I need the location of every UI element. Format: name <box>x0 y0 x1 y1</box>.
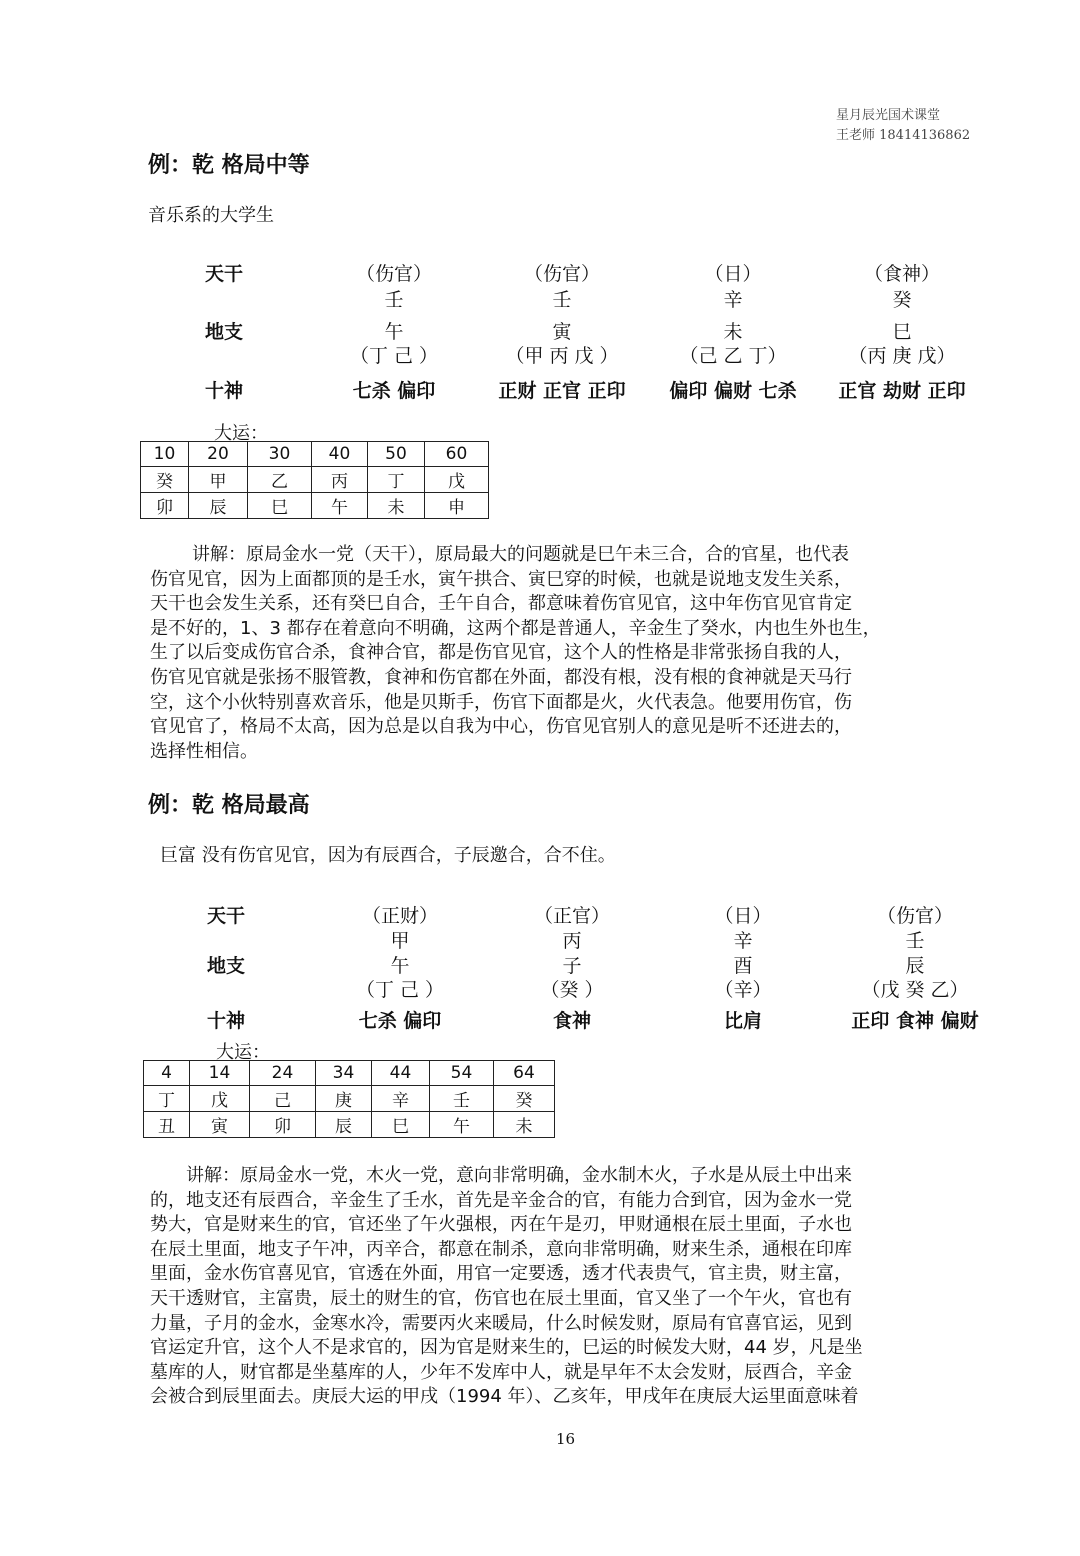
dayun-cell: 癸 <box>141 467 189 493</box>
dayun-branches-row <box>144 1112 555 1138</box>
pillar-branch: 午 <box>390 955 410 977</box>
dayun-branches-row <box>141 493 489 519</box>
example2-explanation <box>150 1164 980 1410</box>
dayun-cell: 申 <box>425 493 489 519</box>
explanation-line: 讲解：原局金水一党（天干），原局最大的问题就是巳午未三合，合的官星，也代表 <box>192 544 849 565</box>
dayun-cell: 未 <box>494 1112 555 1138</box>
pillar-ten-gods: 正印 食神 偏财 <box>851 1010 979 1032</box>
label-tiangan: 天干 <box>205 263 244 285</box>
pillar-branch: 酉 <box>733 955 753 977</box>
explanation-line: 在辰土里面，地支子午冲，丙辛合，都意在制杀，意向非常明确，财来生杀，通根在印库 <box>150 1238 852 1260</box>
explanation-line: 官见官了，格局不太高，因为总是以自我为中心，伤官见官别人的意见是听不还进去的， <box>150 716 852 738</box>
dayun-cell: 未 <box>368 493 425 519</box>
dayun-cell: 50 <box>368 442 425 467</box>
dayun-ages-row <box>144 1061 555 1086</box>
pillar-branch: 子 <box>562 955 582 977</box>
dayun-cell: 辰 <box>316 1112 372 1138</box>
dayun-stems-row <box>144 1086 555 1112</box>
explanation-line: 生了以后变成伤官合杀，食神合官，都是伤官见官，这个人的性格是非常张扬自我的人， <box>150 642 852 664</box>
pillar-stem: 壬 <box>905 930 925 952</box>
stamp-line2: 王老师 18414136862 <box>836 128 971 143</box>
pillar-hidden-stems: （丁 己 ） <box>355 979 445 1001</box>
dayun-cell: 甲 <box>189 467 248 493</box>
dayun-cell: 30 <box>248 442 312 467</box>
pillar-stem: 癸 <box>892 289 912 311</box>
dayun-table <box>140 441 489 519</box>
dayun-cell: 丁 <box>144 1086 190 1112</box>
pillar-stem: 壬 <box>552 289 572 311</box>
pillar-hidden-stems: （辛） <box>714 979 772 1001</box>
dayun-cell: 己 <box>250 1086 316 1112</box>
dayun-cell: 戊 <box>190 1086 250 1112</box>
explanation-line: 是不好的，1、3 都存在着意向不明确，这两个都是普通人，辛金生了癸水，内也生外也生， <box>150 617 881 639</box>
label-tiangan: 天干 <box>207 905 246 927</box>
pillar-stem: 辛 <box>723 289 743 311</box>
pillar-ten-gods: 七杀 偏印 <box>352 380 436 402</box>
dayun-cell: 辰 <box>189 493 248 519</box>
pillar-branch: 未 <box>723 321 743 343</box>
dayun-cell: 丁 <box>368 467 425 493</box>
explanation-line: 伤官见官，因为上面都顶的是壬水，寅午拱合、寅巳穿的时候，也就是说地支发生关系， <box>150 568 852 590</box>
pillar-ten-gods: 偏印 偏财 七杀 <box>669 380 797 402</box>
pillar-role: （伤官） <box>876 905 954 927</box>
dayun-ages-row <box>141 442 489 467</box>
pillar-ten-gods: 比肩 <box>723 1010 763 1032</box>
pillar-role: （日） <box>714 905 772 927</box>
pillar-role: （正官） <box>533 905 611 927</box>
example1-title: 例：乾 格局中等 <box>148 153 310 178</box>
dayun-cell: 卯 <box>250 1112 316 1138</box>
explanation-line: 势大，官是财来生的官，官还坐了午火强根，丙在午是刃，甲财通根在辰土里面，子水也 <box>150 1214 852 1236</box>
pillar-hidden-stems: （己 乙 丁） <box>679 345 787 367</box>
pillar-role: （伤官） <box>355 263 433 285</box>
explanation-line: 里面，金水伤官喜见官，官透在外面，用官一定要透，透才代表贵气，官主贵，财主富， <box>150 1263 852 1285</box>
explanation-line: 会被合到辰里面去。庚辰大运的甲戌（1994 年）、乙亥年，甲戌年在庚辰大运里面意味着 <box>150 1386 859 1408</box>
dayun-cell: 44 <box>372 1061 430 1086</box>
pillar-ten-gods: 正财 正官 正印 <box>498 380 626 402</box>
dayun-table <box>143 1060 555 1138</box>
dayun-cell: 巳 <box>372 1112 430 1138</box>
dayun-cell: 丑 <box>144 1112 190 1138</box>
dayun-cell: 寅 <box>190 1112 250 1138</box>
explanation-line: 伤官见官就是张扬不服管教，食神和伤官都在外面，都没有根，没有根的食神就是天马行 <box>150 666 852 688</box>
label-dizhi: 地支 <box>207 955 246 977</box>
dayun-cell: 辛 <box>372 1086 430 1112</box>
explanation-line: 讲解：原局金水一党，木火一党，意向非常明确，金水制木火，子水是从辰土中出来 <box>186 1165 852 1186</box>
dayun-stems-row <box>141 467 489 493</box>
pillar-stem: 辛 <box>733 930 753 952</box>
dayun-cell: 24 <box>250 1061 316 1086</box>
explanation-line: 天干透财官，主富贵，辰土的财生的官，伤官也在辰土里面，官又坐了一个午火，官也有 <box>150 1287 852 1309</box>
label-shishen: 十神 <box>205 380 244 402</box>
dayun-cell: 34 <box>316 1061 372 1086</box>
dayun-cell: 丙 <box>312 467 368 493</box>
dayun-cell: 54 <box>430 1061 494 1086</box>
pillar-role: （伤官） <box>523 263 601 285</box>
dayun-label: 大运： <box>214 423 268 444</box>
dayun-cell: 午 <box>312 493 368 519</box>
explanation-line: 天干也会发生关系，还有癸巳自合，壬午自合，都意味着伤官见官，这中年伤官见官肯定 <box>150 593 852 615</box>
dayun-cell: 巳 <box>248 493 312 519</box>
pillar-branch: 午 <box>384 321 404 343</box>
example1-explanation <box>150 543 980 764</box>
explanation-line: 力量，子月的金水，金寒水冷，需要丙火来暖局，什么时候发财，原局有官喜官运，见到 <box>150 1312 852 1334</box>
label-dizhi: 地支 <box>205 321 244 343</box>
dayun-cell: 10 <box>141 442 189 467</box>
example1-subtitle: 音乐系的大学生 <box>148 205 274 226</box>
pillar-branch: 巳 <box>892 321 912 343</box>
dayun-cell: 40 <box>312 442 368 467</box>
example2-subtitle: 巨富 没有伤官见官，因为有辰酉合，子辰邀合，合不住。 <box>160 845 616 866</box>
example2-title: 例：乾 格局最高 <box>148 793 310 818</box>
pillar-stem: 丙 <box>562 930 582 952</box>
pillar-hidden-stems: （甲 丙 戊 ） <box>505 345 619 367</box>
dayun-cell: 4 <box>144 1061 190 1086</box>
dayun-cell: 14 <box>190 1061 250 1086</box>
pillar-stem: 壬 <box>384 289 404 311</box>
dayun-cell: 午 <box>430 1112 494 1138</box>
dayun-cell: 64 <box>494 1061 555 1086</box>
stamp-line1: 星月辰光国术课堂 <box>836 108 941 123</box>
pillar-role: （食神） <box>863 263 941 285</box>
dayun-cell: 戊 <box>425 467 489 493</box>
pillar-role: （日） <box>704 263 762 285</box>
pillar-branch: 寅 <box>552 321 572 343</box>
pillar-hidden-stems: （戊 癸 乙） <box>861 979 969 1001</box>
dayun-cell: 庚 <box>316 1086 372 1112</box>
dayun-cell: 20 <box>189 442 248 467</box>
explanation-line: 的，地支还有辰酉合，辛金生了壬水，首先是辛金合的官，有能力合到官，因为金水一党 <box>150 1189 852 1211</box>
pillar-branch: 辰 <box>905 955 925 977</box>
explanation-line: 官运定升官，这个人不是求官的，因为官是财来生的，巳运的时候发大财，44 岁，凡是坐 <box>150 1337 863 1359</box>
explanation-line: 墓库的人，财官都是坐墓库的人，少年不发库中人，就是早年不太会发财，辰酉合，辛金 <box>150 1361 852 1383</box>
pillar-role: （正财） <box>361 905 439 927</box>
pillar-stem: 甲 <box>390 930 410 952</box>
dayun-label: 大运： <box>216 1042 270 1063</box>
explanation-line: 选择性相信。 <box>150 740 258 762</box>
pillar-hidden-stems: （丁 己 ） <box>349 345 439 367</box>
dayun-cell: 60 <box>425 442 489 467</box>
pillar-hidden-stems: （癸 ） <box>540 979 604 1001</box>
dayun-cell: 壬 <box>430 1086 494 1112</box>
pillar-ten-gods: 七杀 偏印 <box>358 1010 442 1032</box>
page-number: 16 <box>556 1430 576 1448</box>
dayun-cell: 乙 <box>248 467 312 493</box>
dayun-cell: 卯 <box>141 493 189 519</box>
dayun-cell: 癸 <box>494 1086 555 1112</box>
pillar-ten-gods: 正官 劫财 正印 <box>838 380 966 402</box>
label-shishen: 十神 <box>207 1010 246 1032</box>
pillar-hidden-stems: （丙 庚 戊） <box>848 345 956 367</box>
explanation-line: 空，这个小伙特别喜欢音乐，他是贝斯手，伤官下面都是火，火代表急。他要用伤官，伤 <box>150 691 852 713</box>
pillar-ten-gods: 食神 <box>552 1010 592 1032</box>
